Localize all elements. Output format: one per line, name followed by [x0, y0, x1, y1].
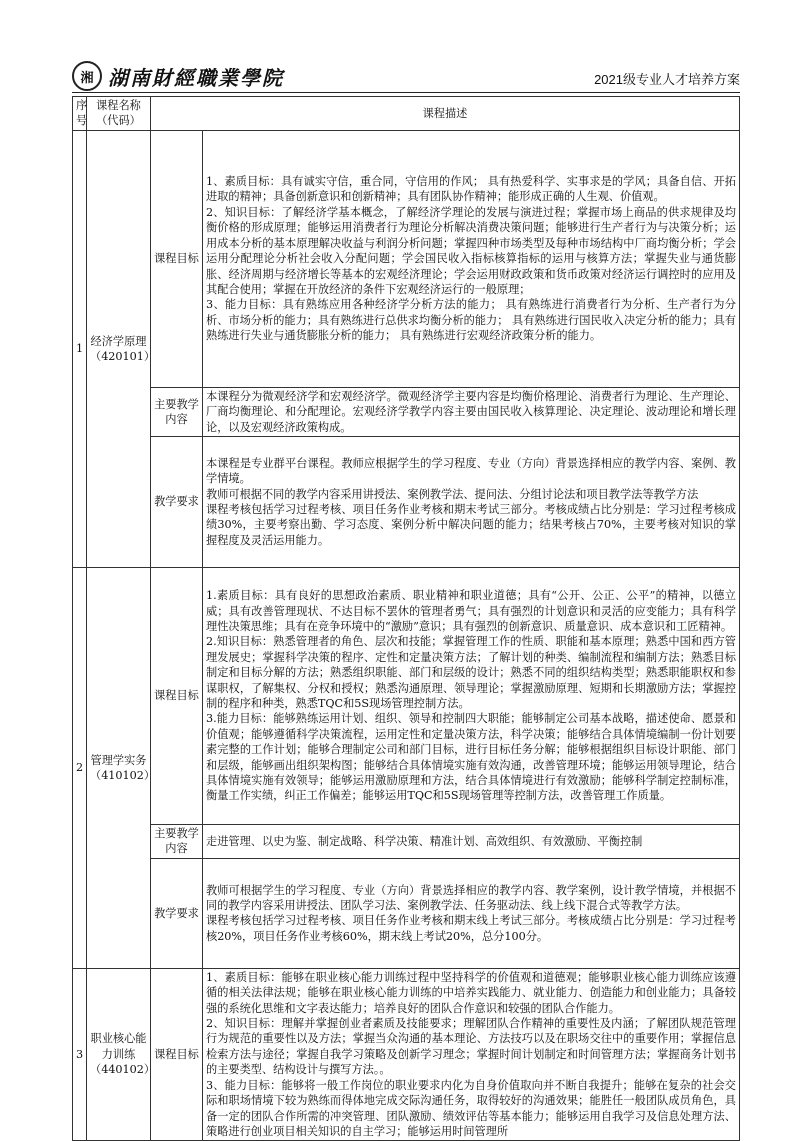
table-row [73, 858, 740, 968]
section-content [203, 858, 740, 968]
section-label: 课程目标 [151, 130, 203, 387]
desc-paragraph: 1.素质目标：具有良好的思想政治素质、职业精神和职业道德；具有“公开、公正、公平”的精神，以德立威；具有改善管理现状、不达目标不罢休的管理者勇气；具有强烈的计划意识和灵活的应变能力；具有科学理性决策思维；具有在竞争环境中的“激励”意识；具有强烈的创新意识、质量意识、成本意识和工匠精神。 [206, 589, 736, 633]
header-course-desc: 课程描述 [151, 97, 740, 131]
school-name: 湖南財經職業學院 [108, 65, 284, 90]
section-content [203, 387, 740, 436]
desc-paragraph: 本课程分为微观经济学和宏观经济学。微观经济学主要内容是均衡价格理论、消费者行为理论、生产理论、厂商均衡理论、和分配理论。宏观经济学教学内容主要由国民收入核算理论、决定理论、波动理论和增长理论，以及宏观经济政策构成。 [206, 389, 736, 434]
section-label: 教学要求 [151, 858, 203, 968]
header-course-name: 课程名称（代码） [87, 97, 151, 131]
desc-paragraph: 走进管理、以史为鉴、制定战略、科学决策、精准计划、高效组织、有效激励、平衡控制 [206, 834, 643, 848]
section-content [203, 568, 740, 825]
section-label: 课程目标 [151, 968, 203, 1140]
desc-paragraph: 2、知识目标：了解经济学基本概念，了解经济学理论的发展与演进过程；掌握市场上商品的供求规律及均衡价格的形成原理；能够运用消费者行为理论分析解决消费决策问题；能够进行生产者行为与决策分析；运用成本分析的基本原理解决收益与利润分析问题；掌握四种市场类型及每种市场结构中厂商均衡分析；学会运用分配理论分析社会收入分配问题；学会国民收入指标核算指标的运用与核算方法；掌握失业与通货膨胀、经济周期与经济增长等基本的宏观经济理论；学会运用财政政策和货币政策对经济运行调控时的应用及其配合使用；掌握在开放经济的条件下宏观经济运行的一般原理； [206, 205, 736, 296]
course-code: （410102） [90, 768, 156, 782]
course-code: （440102） [90, 1063, 156, 1077]
section-label: 主要教学内容 [151, 825, 203, 859]
desc-paragraph: 1、素质目标：能够在职业核心能力训练过程中坚持科学的价值观和道德观；能够职业核心能力训练应该遵循的相关法律法规；能够在职业核心能力训练的中培养实践能力、就业能力、创造能力和创业能力；具备较强的系统化思维和文字表达能力；培养良好的团队合作意识和较强的团队合作能力。 [206, 970, 736, 1015]
course-seq: 1 [73, 130, 87, 567]
desc-paragraph: 本课程是专业群平台课程。教师应根据学生的学习程度、专业（方向）背景选择相应的教学内容、案例、教学情境。 [206, 456, 736, 486]
desc-paragraph: 教师可根据学生的学习程度、专业（方向）背景选择相应的教学内容、教学案例，设计教学情境，并根据不同的教学内容采用讲授法、团队学习法、案例教学法、任务驱动法、线上线下混合式等教学方法。 [206, 883, 736, 912]
course-name-cell [87, 130, 156, 567]
desc-paragraph: 3、能力目标：具有熟练应用各种经济学分析方法的能力； 具有熟练进行消费者行为分析、生产者行为分析、市场分析的能力；具有熟练进行总供求均衡分析的能力； 具有熟练进行国民收入决定分析的能力；具有熟练进行失业与通货膨胀分析的能力； 具有熟练进行宏观经济政策分析的能力。 [206, 298, 736, 343]
section-label: 教学要求 [151, 437, 203, 568]
table-row [73, 437, 740, 568]
desc-paragraph: 1、素质目标：具有诚实守信，重合同，守信用的作风； 具有热爱科学、实事求是的学风；具备自信、开拓进取的精神；具备创新意识和创新精神；具有团队协作精神；能形成正确的人生观、价值观。 [206, 175, 736, 204]
course-code: （420101） [90, 349, 156, 363]
table-header-row [73, 97, 740, 131]
desc-paragraph: 2.知识目标：熟悉管理者的角色、层次和技能；掌握管理工作的性质、职能和基本原理；熟悉中国和西方管理发展史；掌握科学决策的程序、定性和定量决策方法；了解计划的种类、编制流程和编制方法；熟悉目标制定和目标分解的方法；熟悉组织职能、部门和层级的设计；熟悉不同的组织结构类型；熟悉职能职权和参谋职权，了解集权、分权和授权；熟悉沟通原理、领导理论；掌握激励原理、短期和长期激励方法；掌握控制的程序和种类，熟悉TQC和5S现场管理控制方法。 [206, 635, 736, 711]
course-seq: 2 [73, 568, 87, 969]
desc-paragraph: 2、知识目标：理解并掌握创业者素质及技能要求；理解团队合作精神的重要性及内涵；了解团队规范管理行为规范的重要性以及方法；掌握当众沟通的基本理论、方法技巧以及在职场交往中的重要作用；掌握信息检索方法与途径；掌握自我学习策略及创新学习理念；掌握时间计划制定和时间管理方法；掌握商务计划书的主要类型、结构设计与撰写方法。。 [206, 1017, 736, 1077]
section-content [203, 825, 740, 859]
desc-paragraph: 教师可根据不同的教学内容采用讲授法、案例教学法、提问法、分组讨论法和项目教学法等教学方法 [206, 487, 699, 501]
desc-paragraph: 课程考核包括学习过程考核、项目任务作业考核和期末考试三部分。考核成绩占比分别是：学习过程考核成绩30%，主要考察出勤、学习态度、案例分析中解决问题的能力；结果考核占70%，主要考核对知识的掌握程度及灵活运用能力。 [206, 503, 736, 547]
table-row [73, 968, 740, 1140]
course-name: 经济学原理 [90, 334, 147, 348]
course-table [72, 96, 740, 1141]
table-row [73, 387, 740, 436]
desc-paragraph: 3、能力目标：能够将一般工作岗位的职业要求内化为自身价值取向并不断自我提升；能够在复杂的社会交际和职场情境下较为熟练而得体地完成交际沟通任务，取得较好的沟通效果；能胜任一般团队成员角色，具备一定的团队合作所需的冲突管理、团队激励、绩效评估等基本能力；能够运用自我学习及信息处理方法、策略进行创业项目相关知识的自主学习；能够运用时间管理所 [206, 1078, 736, 1138]
course-name: 管理学实务 [90, 753, 147, 767]
section-content [203, 968, 740, 1140]
desc-paragraph: 课程考核包括学习过程考核、项目任务作业考核和期末线上考试三部分。考核成绩占比分别是：学习过程考核20%，项目任务作业考核60%，期末线上考试20%，总分100分。 [206, 914, 736, 943]
section-label: 主要教学内容 [151, 387, 203, 436]
table-row [73, 568, 740, 825]
section-content [203, 130, 740, 387]
course-seq: 3 [73, 968, 87, 1140]
section-content [203, 437, 740, 568]
school-logo [72, 62, 284, 90]
course-name-cell [87, 968, 156, 1140]
desc-paragraph: 3.能力目标：能够熟练运用计划、组织、领导和控制四大职能；能够制定公司基本战略，描述使命、愿景和价值观；能够遵循科学决策流程，运用定性和定量决策方法，科学决策；能够结合具体情境编制一份计划要素完整的工作计划；能够合理制定公司和部门目标，进行目标任务分解；能够根据组织目标设计职能、部门和层级，能够画出组织架构图；能够结合具体情境实施有效沟通，改善管理环境；能够运用领导理论，结合具体情境实施有效领导；能够运用激励原理和方法，结合具体情境进行有效激励；能够科学制定控制标准，衡量工作实绩，纠正工作偏差；能够运用TQC和5S现场管理等控制方法，改善管理工作质量。 [206, 712, 736, 803]
course-name: 职业核心能力训练 [90, 1032, 147, 1061]
course-name-cell [87, 568, 156, 969]
header-seq: 序号 [73, 97, 87, 131]
table-row [73, 825, 740, 859]
section-label: 课程目标 [151, 568, 203, 825]
document-title: 2021级专业人才培养方案 [594, 72, 740, 87]
table-row [73, 130, 740, 387]
school-emblem-icon: 湘 [72, 61, 102, 91]
page-header [72, 62, 740, 93]
